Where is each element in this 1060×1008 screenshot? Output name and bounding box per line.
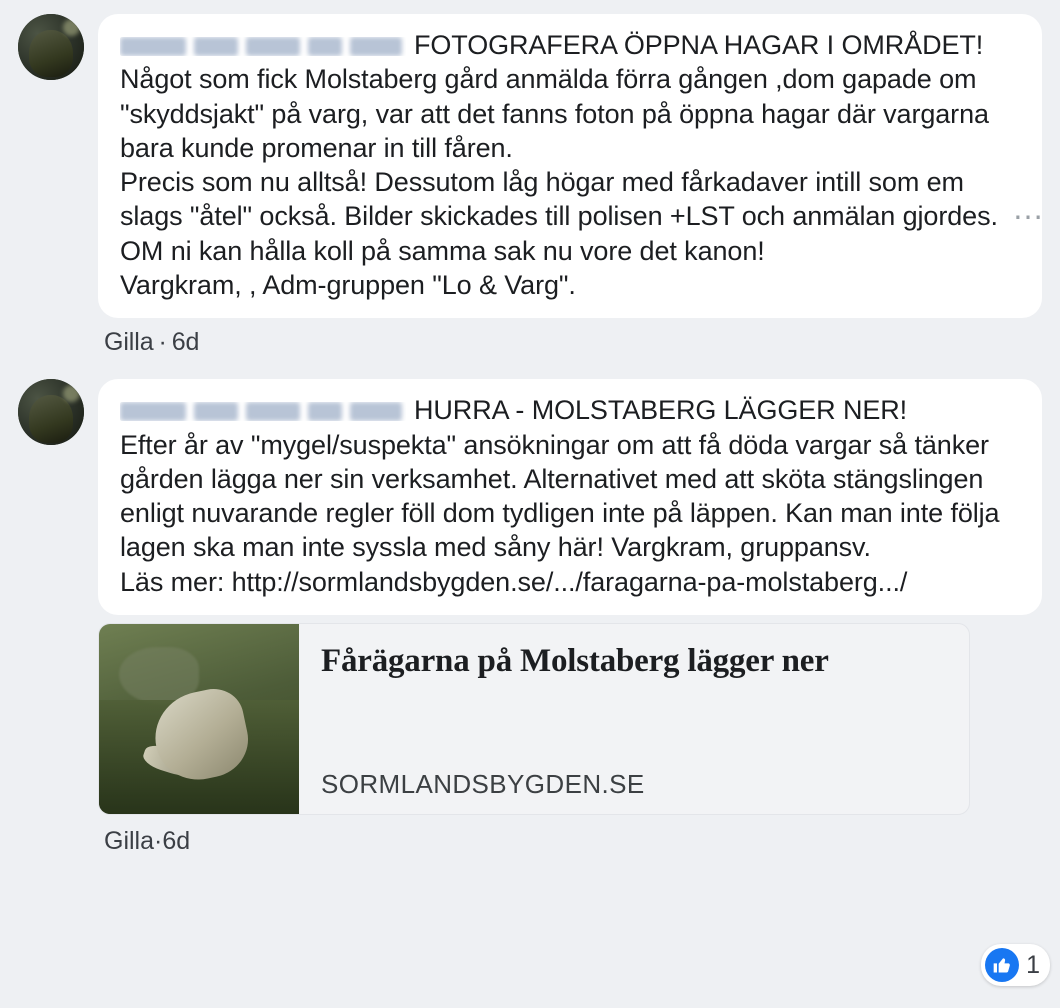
comment-bubble xyxy=(98,379,1042,615)
comment-line-2: Efter år av "mygel/suspekta" ansökningar om att få döda vargar så tänker gården lägga ner sin verksamhet. Alternativet med att sköta stängslingen enligt nuvarande regler föll dom tydligen inte på läppen. Kan man inte följa lagen ska man inte syssla med såny här! Vargkram, gruppansv. xyxy=(120,429,1000,563)
avatar[interactable] xyxy=(18,14,84,80)
thumbs-up-icon xyxy=(985,948,1019,982)
avatar-figure xyxy=(29,395,74,443)
comment-link-text[interactable]: Läs mer: http://sormlandsbygden.se/.../faragarna-pa-molstaberg.../ xyxy=(120,566,908,597)
comment-actions xyxy=(104,328,1042,357)
like-button[interactable]: Gilla xyxy=(104,826,155,855)
reaction-summary[interactable] xyxy=(981,944,1050,986)
ellipsis-horizontal-icon[interactable]: … xyxy=(1012,190,1046,226)
comment-timestamp[interactable]: 6d xyxy=(171,328,200,357)
comment-item xyxy=(18,14,1046,357)
link-preview-title[interactable]: Fårägarna på Molstaberg lägger ner xyxy=(321,642,829,679)
link-preview-thumbnail[interactable] xyxy=(99,624,299,814)
comment-line-5: Vargkram, , Adm-gruppen "Lo & Varg". xyxy=(120,269,576,300)
link-preview-body xyxy=(299,624,969,814)
link-preview-card[interactable] xyxy=(98,623,970,815)
reaction-count: 1 xyxy=(1026,950,1040,979)
comment-line-2: Något som fick Molstaberg gård anmälda förra gången ,dom gapade om "skyddsjakt" på varg, var att det fanns foton på öppna hagar där vargarna bara kunde promenar in till fåren. xyxy=(120,64,989,163)
comment-body xyxy=(98,379,1042,615)
comment-body xyxy=(98,14,1042,357)
comment-item xyxy=(18,379,1042,615)
avatar-figure xyxy=(29,30,74,78)
link-preview-domain: SORMLANDSBYGDEN.SE xyxy=(321,768,645,799)
comment-line-4: OM ni kan hålla koll på samma sak nu vore det kanon! xyxy=(120,235,765,266)
comment-actions xyxy=(104,827,1042,856)
comment-line-3: Precis som nu alltså! Dessutom låg högar med fårkadaver intill som em slags "åtel" också. Bilder skickades till polisen +LST och anmälan gjordes. xyxy=(120,167,998,232)
author-name-redacted[interactable] xyxy=(120,402,406,421)
avatar[interactable] xyxy=(18,379,84,445)
avatar-highlight xyxy=(63,385,80,402)
author-name-redacted[interactable] xyxy=(120,37,406,56)
comment-text xyxy=(120,393,1020,427)
action-separator: · xyxy=(158,328,167,357)
comment-timestamp[interactable]: 6d xyxy=(162,826,191,855)
comment-text xyxy=(120,28,1020,62)
comment-bubble xyxy=(98,14,1042,318)
action-separator: · xyxy=(154,826,163,855)
like-button[interactable]: Gilla xyxy=(104,328,154,357)
comment-line-1: HURRA - MOLSTABERG LÄGGER NER! xyxy=(414,395,908,426)
comment-line-1: FOTOGRAFERA ÖPPNA HAGAR I OMRÅDET! xyxy=(414,30,984,60)
